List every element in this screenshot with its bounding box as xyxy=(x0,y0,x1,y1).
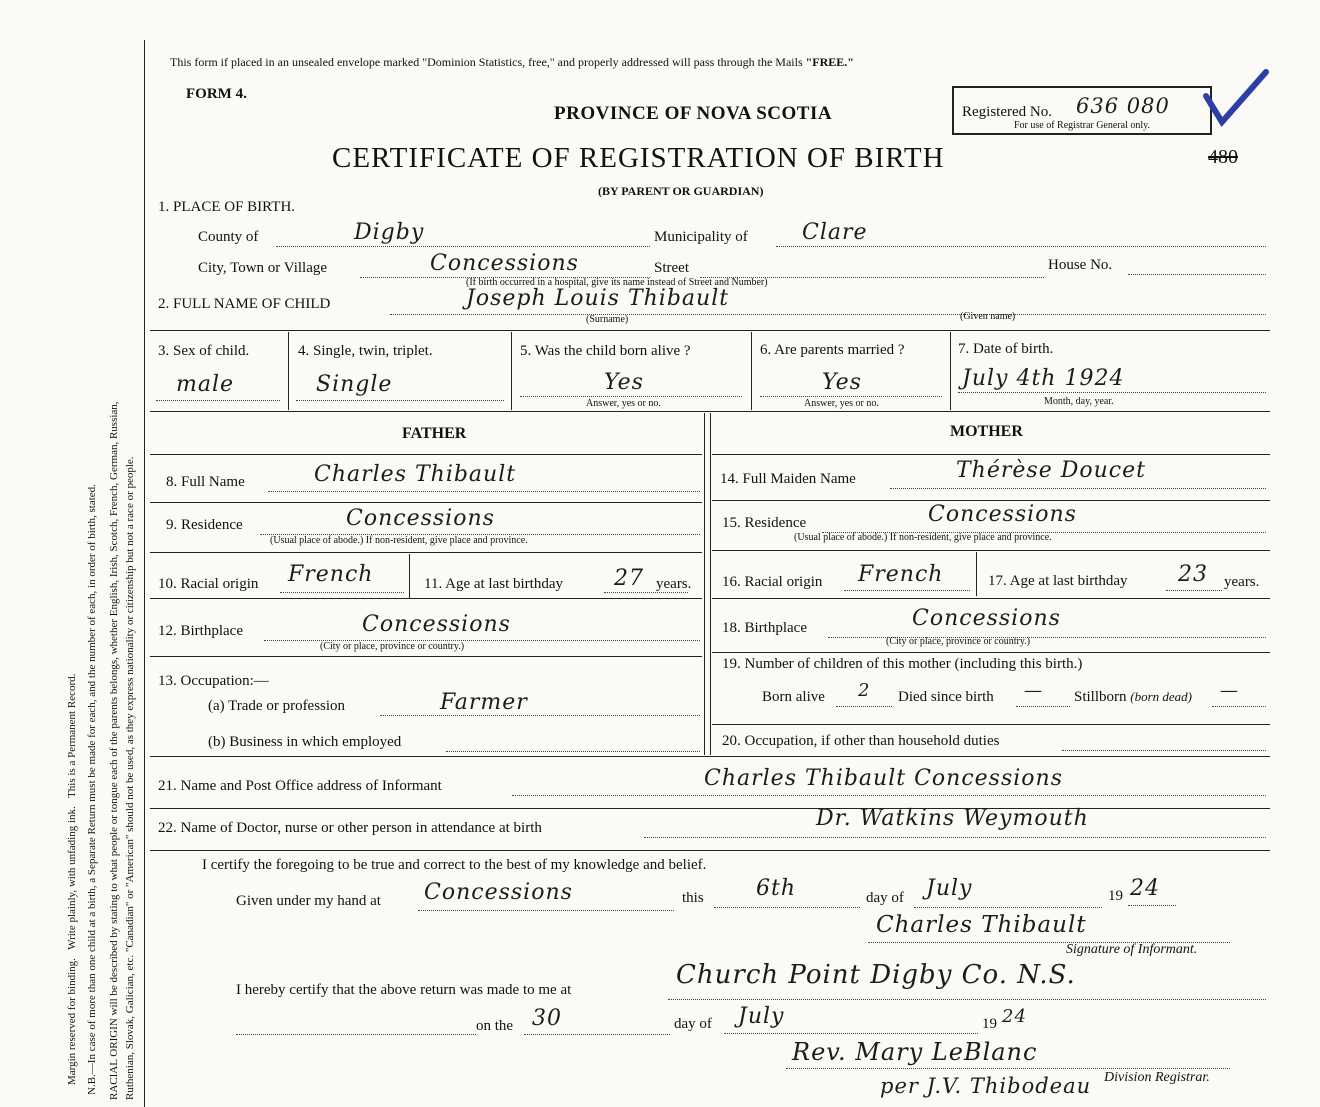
day-of-label: day of xyxy=(866,890,904,906)
margin-sidebar xyxy=(0,0,142,1107)
died-value: — xyxy=(1024,680,1043,701)
street-label: Street xyxy=(654,260,689,276)
mother-age-line xyxy=(1166,590,1222,591)
binding-note: Margin reserved for binding. Write plainly, with unfading ink. This is a Permanent Record. xyxy=(66,673,78,1085)
divider-top xyxy=(150,330,1270,331)
city-value: Concessions xyxy=(430,251,579,276)
father-business-label: (b) Business in which employed xyxy=(208,734,402,750)
father-heading: FATHER xyxy=(402,425,467,442)
married-line xyxy=(760,396,942,397)
father-birthplace-value: Concessions xyxy=(362,612,511,637)
this-label: this xyxy=(682,890,704,906)
given-place-value: Concessions xyxy=(424,880,573,905)
father-age-label: 11. Age at last birthday xyxy=(424,576,563,592)
surname-note: (Surname) xyxy=(586,314,629,325)
mother-row-line-3 xyxy=(712,550,1270,551)
mother-age-label: 17. Age at last birthday xyxy=(988,573,1128,589)
father-age-value: 27 xyxy=(614,566,644,591)
col-divider-2 xyxy=(511,332,512,410)
sidebar-border xyxy=(144,40,145,1107)
mother-residence-value: Concessions xyxy=(928,502,1077,527)
informant-value: Charles Thibault Concessions xyxy=(704,766,1063,791)
father-racial-line xyxy=(280,592,404,593)
mother-name-label: 14. Full Maiden Name xyxy=(720,471,856,487)
divider-informant xyxy=(150,756,1270,757)
nb-note: N.B.—In case of more than one child at a birth, a Separate Return must be made for each, and the number of each, in order of birth, stated. xyxy=(86,484,98,1095)
died-label: Died since birth xyxy=(898,689,994,705)
father-row-line-2 xyxy=(150,502,702,503)
child-name-value: Joseph Louis Thibault xyxy=(466,286,730,311)
father-row-line-4 xyxy=(150,598,702,599)
year-prefix: 19 xyxy=(1108,888,1123,904)
alive-note: Answer, yes or no. xyxy=(586,398,661,409)
col-divider-1 xyxy=(288,332,289,410)
check-mark-icon xyxy=(1200,66,1272,138)
county-line xyxy=(276,246,650,247)
municipality-label: Municipality of xyxy=(654,229,748,245)
registrar-signature: Rev. Mary LeBlanc xyxy=(792,1038,1038,1066)
racial-note-1: RACIAL ORIGIN will be described by stating to what people or tongue each of the parents belongs, whether English, Irish, Scotch, French, German, Russian, xyxy=(108,401,120,1100)
married-label: 6. Are parents married ? xyxy=(760,342,905,358)
return-day-line xyxy=(524,1034,670,1035)
father-trade-label: (a) Trade or profession xyxy=(208,698,346,714)
return-lead-line xyxy=(236,1034,476,1035)
municipality-value: Clare xyxy=(802,220,868,245)
divider-doctor xyxy=(150,808,1270,809)
mother-occupation-line xyxy=(1062,750,1266,751)
mother-birthplace-value: Concessions xyxy=(912,606,1061,631)
return-place-value: Church Point Digby Co. N.S. xyxy=(676,960,1076,990)
given-label: Given under my hand at xyxy=(236,893,381,909)
year-line xyxy=(1128,905,1176,906)
plurality-label: 4. Single, twin, triplet. xyxy=(298,343,433,359)
father-trade-line xyxy=(380,715,700,716)
registration-box xyxy=(952,86,1212,135)
mother-row-line-6 xyxy=(712,724,1270,725)
dob-value: July 4th 1924 xyxy=(962,366,1125,391)
stillborn-value: — xyxy=(1220,680,1239,701)
hospital-note: (If birth occurred in a hospital, give its name instead of Street and Number) xyxy=(466,277,768,288)
on-the-label: on the xyxy=(476,1018,514,1034)
child-name-label: 2. FULL NAME OF CHILD xyxy=(158,296,331,312)
mother-racial-label: 16. Racial origin xyxy=(722,574,823,590)
alive-value: Yes xyxy=(604,370,644,395)
registered-value: 636 080 xyxy=(1076,94,1170,118)
father-trade-value: Farmer xyxy=(440,690,528,715)
col-divider-3 xyxy=(751,332,752,410)
form-number: FORM 4. xyxy=(186,86,247,102)
mother-row-line-4 xyxy=(712,598,1270,599)
father-name-line xyxy=(268,491,700,492)
year-suffix: 24 xyxy=(1130,876,1160,901)
dob-note: Month, day, year. xyxy=(1044,396,1114,407)
father-row-line-5 xyxy=(150,656,702,657)
born-alive-label: Born alive xyxy=(762,689,825,705)
registrar-note: For use of Registrar General only. xyxy=(1014,120,1150,131)
dob-label: 7. Date of birth. xyxy=(958,341,1054,357)
father-row-line-3 xyxy=(150,552,702,553)
mother-row-line-2 xyxy=(712,500,1270,501)
day-value: 6th xyxy=(756,876,797,901)
day-line xyxy=(714,907,860,908)
informant-signature: Charles Thibault xyxy=(876,912,1087,938)
mother-racial-divider xyxy=(976,552,977,596)
mother-racial-value: French xyxy=(858,562,944,587)
alive-line xyxy=(520,396,742,397)
return-year-prefix: 19 xyxy=(982,1016,997,1032)
stamp-number: 480 xyxy=(1208,146,1238,168)
page-subtitle: (BY PARENT OR GUARDIAN) xyxy=(598,184,764,198)
mother-age-value: 23 xyxy=(1178,562,1208,587)
stillborn-label: Stillborn (born dead) xyxy=(1074,689,1193,705)
father-occupation-label: 13. Occupation:— xyxy=(158,673,269,689)
mother-children-label: 19. Number of children of this mother (including this birth.) xyxy=(722,656,1083,672)
informant-label: 21. Name and Post Office address of Informant xyxy=(158,778,442,794)
sex-value: male xyxy=(176,372,235,397)
signature-caption: Signature of Informant. xyxy=(1066,942,1198,957)
doctor-value: Dr. Watkins Weymouth xyxy=(816,806,1089,831)
mother-birthplace-label: 18. Birthplace xyxy=(722,620,807,636)
doctor-label: 22. Name of Doctor, nurse or other person in attendance at birth xyxy=(158,820,542,836)
mother-occupation-label: 20. Occupation, if other than household duties xyxy=(722,733,1000,749)
return-day-value: 30 xyxy=(532,1006,562,1031)
father-residence-note: (Usual place of abode.) If non-resident, give place and province. xyxy=(270,535,528,546)
stillborn-line xyxy=(1212,706,1266,707)
mother-residence-note: (Usual place of abode.) If non-resident, give place and province. xyxy=(794,532,1052,543)
plurality-value: Single xyxy=(316,372,393,397)
father-birthplace-label: 12. Birthplace xyxy=(158,623,243,639)
mother-racial-line xyxy=(844,590,970,591)
father-age-unit: years. xyxy=(656,576,692,592)
return-statement: I hereby certify that the above return was made to me at xyxy=(236,982,572,998)
alive-label: 5. Was the child born alive ? xyxy=(520,343,691,359)
born-alive-value: 2 xyxy=(858,680,871,701)
registrar-signature-2: per J.V. Thibodeau xyxy=(880,1074,1092,1098)
return-month-line xyxy=(724,1033,978,1034)
given-name-note: (Given name) xyxy=(960,311,1016,322)
mother-residence-label: 15. Residence xyxy=(722,515,807,531)
father-row-line-1 xyxy=(150,454,702,455)
informant-line xyxy=(512,795,1266,796)
city-label: City, Town or Village xyxy=(198,260,328,276)
mother-row-line-1 xyxy=(712,454,1270,455)
given-place-line xyxy=(418,910,674,911)
certify-statement: I certify the foregoing to be true and correct to the best of my knowledge and belief. xyxy=(202,857,707,873)
mother-row-line-5 xyxy=(712,652,1270,653)
divider-certify xyxy=(150,850,1270,851)
father-name-label: 8. Full Name xyxy=(166,474,245,490)
center-divider-inner xyxy=(710,413,711,755)
return-place-line xyxy=(668,999,1266,1000)
county-label: County of xyxy=(198,229,259,245)
house-label: House No. xyxy=(1048,257,1113,273)
page-title: CERTIFICATE OF REGISTRATION OF BIRTH xyxy=(332,142,945,174)
father-racial-value: French xyxy=(288,562,374,587)
county-value: Digby xyxy=(354,220,425,245)
col-divider-4 xyxy=(950,332,951,410)
mother-name-line xyxy=(890,488,1266,489)
father-name-value: Charles Thibault xyxy=(314,462,517,487)
return-day-of-label: day of xyxy=(674,1016,712,1032)
racial-note-2: Ruthenian, Slovak, Galician, etc. "Canadian" or "American" should not be used, as they express nationality or citizenship but not a race or people. xyxy=(124,456,136,1100)
plurality-line xyxy=(296,400,504,401)
father-residence-value: Concessions xyxy=(346,506,495,531)
sex-label: 3. Sex of child. xyxy=(158,343,250,359)
died-line xyxy=(1016,706,1070,707)
registrar-signature-line xyxy=(786,1068,1230,1069)
province-heading: PROVINCE OF NOVA SCOTIA xyxy=(554,103,833,124)
center-divider xyxy=(704,413,705,755)
month-line xyxy=(914,907,1102,908)
father-racial-label: 10. Racial origin xyxy=(158,576,259,592)
father-business-line xyxy=(446,751,700,752)
father-birthplace-note: (City or place, province or country.) xyxy=(320,641,465,652)
month-value: July xyxy=(926,876,973,901)
postal-note: This form if placed in an unsealed envelope marked "Dominion Statistics, free," and properly addressed will pass through the Mails "FREE." xyxy=(170,55,854,69)
municipality-line xyxy=(776,246,1266,247)
married-value: Yes xyxy=(822,370,862,395)
divider-parents xyxy=(150,411,1270,412)
mother-name-value: Thérèse Doucet xyxy=(956,458,1146,483)
mother-birthplace-note: (City or place, province or country.) xyxy=(886,636,1031,647)
sex-line xyxy=(156,400,280,401)
dob-line xyxy=(958,392,1266,393)
place-of-birth-label: 1. PLACE OF BIRTH. xyxy=(158,199,296,215)
father-residence-label: 9. Residence xyxy=(166,517,243,533)
doctor-line xyxy=(644,837,1266,838)
child-name-line xyxy=(390,314,1266,315)
registered-label: Registered No. xyxy=(962,104,1052,120)
house-line xyxy=(1128,274,1266,275)
registrar-caption: Division Registrar. xyxy=(1104,1070,1210,1085)
return-year-suffix: 24 xyxy=(1002,1006,1027,1027)
return-month-value: July xyxy=(738,1004,785,1029)
born-alive-line xyxy=(836,706,892,707)
married-note: Answer, yes or no. xyxy=(804,398,879,409)
mother-age-unit: years. xyxy=(1224,574,1260,590)
mother-heading: MOTHER xyxy=(950,423,1023,440)
father-racial-divider xyxy=(409,554,410,598)
